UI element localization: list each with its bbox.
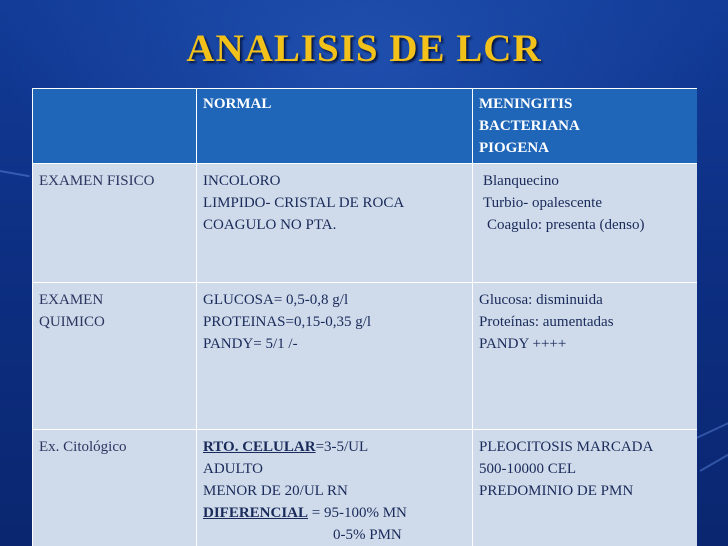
cell-line: PANDY ++++ <box>479 336 567 352</box>
row-label-examen-fisico <box>33 164 197 283</box>
cell-line: GLUCOSA= 0,5-0,8 g/l <box>203 292 349 308</box>
cell-line <box>203 502 466 524</box>
cell-line: Blanquecino <box>483 173 559 189</box>
row-label-examen-quimico <box>33 283 197 430</box>
table-row-ex-citologico <box>33 430 698 546</box>
row-label-ex-citologico <box>33 430 197 546</box>
decorative-streak <box>700 445 728 472</box>
row-label-text: EXAMEN <box>39 292 104 308</box>
cell-line: INCOLORO <box>203 173 281 189</box>
header-normal-text: NORMAL <box>203 96 272 112</box>
table-header-row <box>33 89 698 164</box>
row-label-text: EXAMEN FISICO <box>39 173 155 189</box>
cell-fisico-meningitis <box>473 164 698 283</box>
cell-line: PLEOCITOSIS MARCADA <box>479 439 654 455</box>
decorative-streak <box>0 170 30 177</box>
cell-citologico-normal <box>197 430 473 546</box>
cell-line: LIMPIDO- CRISTAL DE ROCA <box>203 195 405 211</box>
cell-line: PANDY= 5/1 /- <box>203 336 298 352</box>
cell-line: Coagulo: presenta (denso) <box>487 217 645 233</box>
cell-line: MENOR DE 20/UL RN <box>203 483 348 499</box>
cell-line: Turbio- opalescente <box>483 195 603 211</box>
header-meningitis-line: MENINGITIS <box>479 96 573 112</box>
cell-line: ADULTO <box>203 461 264 477</box>
header-meningitis <box>473 89 698 164</box>
header-meningitis-line: BACTERIANA <box>479 118 580 134</box>
cell-citologico-meningitis <box>473 430 698 546</box>
header-meningitis-line: PIOGENA <box>479 140 550 156</box>
page-title: ANALISIS DE LCR <box>186 27 542 70</box>
row-label-text: QUIMICO <box>39 314 105 330</box>
table-row-examen-fisico <box>33 164 698 283</box>
lcr-comparison-table <box>32 88 697 546</box>
cell-line: COAGULO NO PTA. <box>203 217 337 233</box>
header-empty-cell <box>33 89 197 164</box>
table-row-examen-quimico <box>33 283 698 430</box>
cell-quimico-normal <box>197 283 473 430</box>
cell-quimico-meningitis <box>473 283 698 430</box>
cell-bold-term: RTO. CELULAR <box>203 439 316 455</box>
cell-line: PROTEINAS=0,15-0,35 g/l <box>203 314 372 330</box>
cell-line: Glucosa: disminuida <box>479 292 603 308</box>
lcr-table-container <box>32 88 697 546</box>
header-normal <box>197 89 473 164</box>
cell-line: 500-10000 CEL <box>479 461 577 477</box>
cell-text: = 95-100% MN <box>308 505 407 521</box>
cell-line: PREDOMINIO DE PMN <box>479 483 634 499</box>
cell-line: Proteínas: aumentadas <box>479 314 614 330</box>
cell-text: =3-5/UL <box>315 439 369 455</box>
row-label-text: Ex. Citológico <box>39 439 127 455</box>
cell-line: 0-5% PMN <box>333 527 402 543</box>
cell-fisico-normal <box>197 164 473 283</box>
cell-bold-term: DIFERENCIAL <box>203 505 309 521</box>
cell-line <box>203 436 466 458</box>
